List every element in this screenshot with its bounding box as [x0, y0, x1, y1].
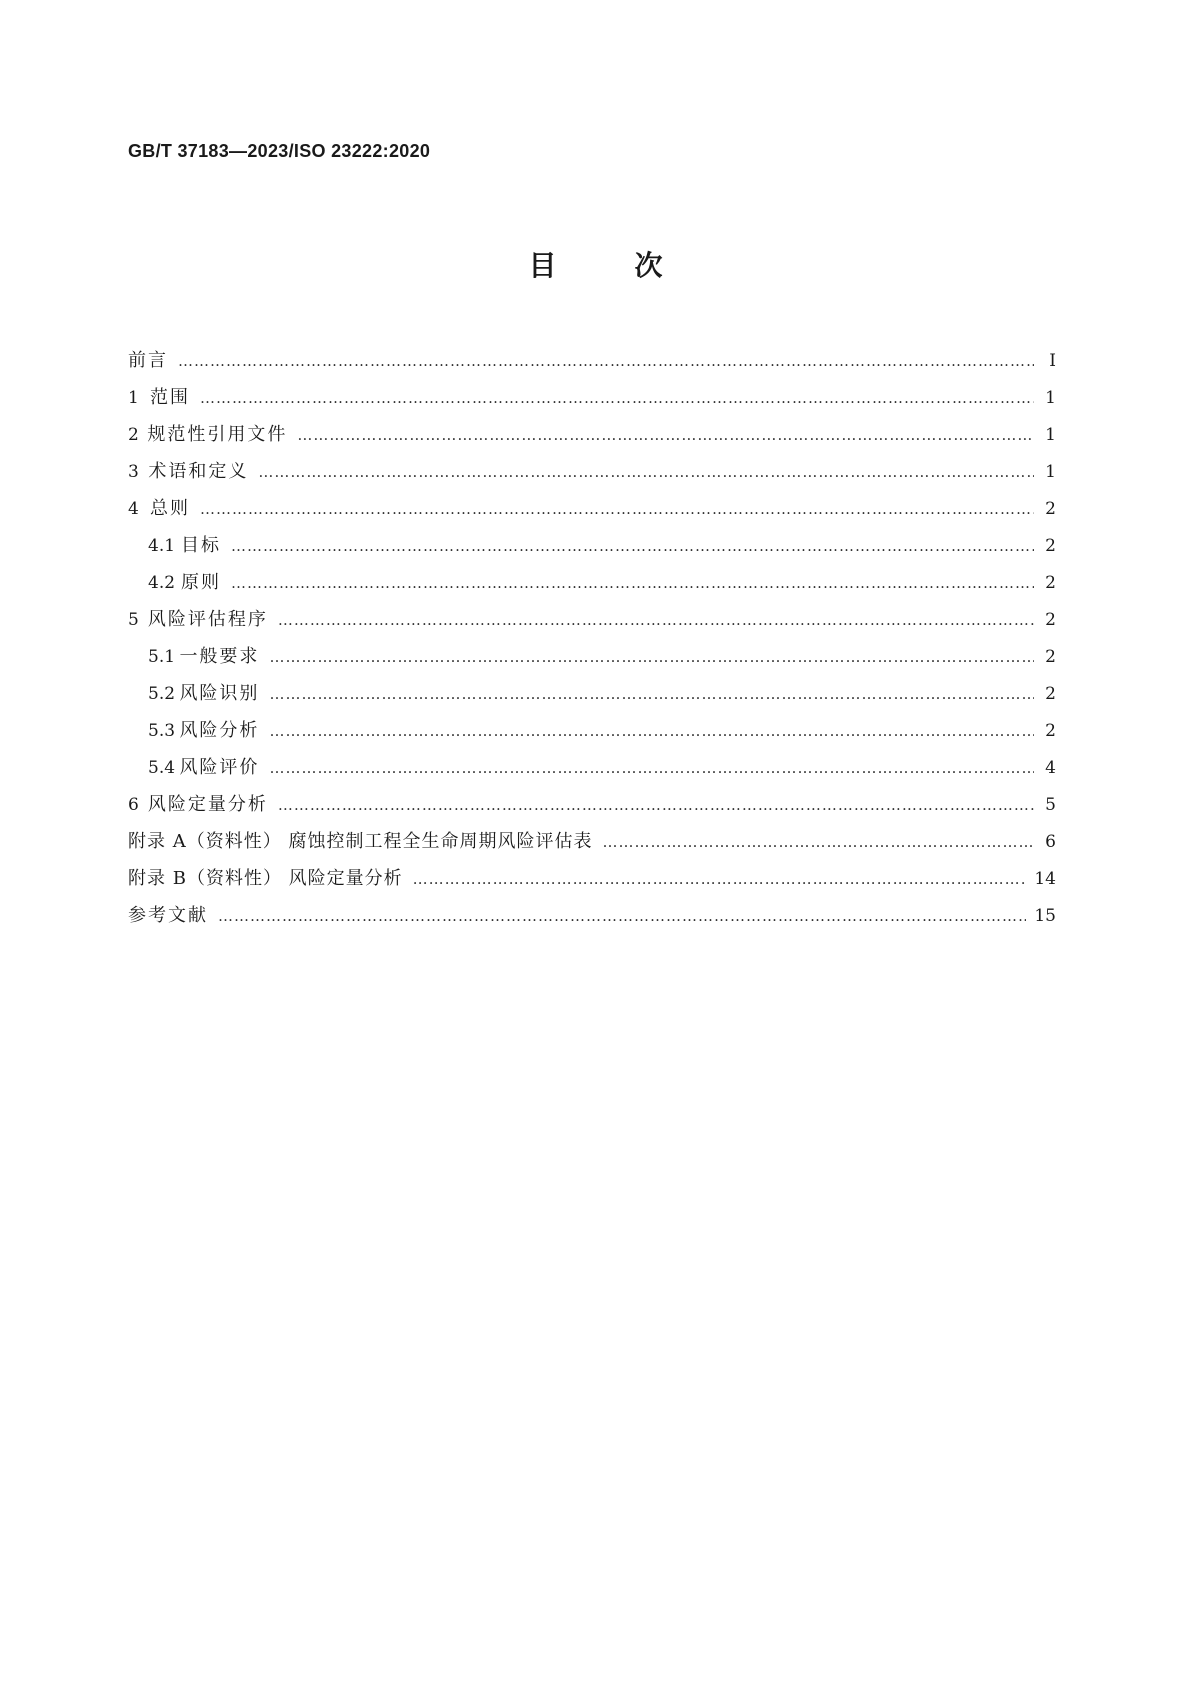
toc-entry-title: 规范性引用文件: [147, 424, 288, 445]
toc-entry-page: 2: [1045, 721, 1056, 741]
toc-leader-dots: [278, 611, 1034, 629]
toc-entry-4[interactable]: [128, 494, 1056, 531]
toc-entry-number: 5.1: [148, 647, 176, 667]
toc-entry-number: 4: [128, 499, 139, 519]
toc-entry-number: 5.3: [148, 721, 176, 741]
toc-entry-title: 一般要求: [179, 646, 260, 667]
toc-entry-title: 术语和定义: [148, 461, 249, 482]
toc-entry-title: 前言: [128, 350, 168, 371]
toc-entry-2[interactable]: [128, 420, 1056, 457]
toc-entry-page: Ⅰ: [1049, 351, 1056, 371]
toc-leader-dots: [178, 352, 1034, 370]
toc-entry-5-4[interactable]: [128, 753, 1056, 790]
toc-entry-5-1[interactable]: [128, 642, 1056, 679]
toc-entry-number: 5: [128, 610, 139, 630]
toc-entry-title: 原则: [181, 572, 222, 593]
toc-entry-title: 附录 B（资料性） 风险定量分析: [128, 868, 403, 889]
toc-entry-page: 6: [1045, 832, 1056, 852]
toc-leader-dots: [231, 537, 1034, 555]
toc-leader-dots: [200, 389, 1034, 407]
toc-entry-number: 2: [128, 425, 139, 445]
toc-entry-number: 5.4: [148, 758, 176, 778]
table-of-contents: [128, 346, 1056, 938]
toc-entry-page: 2: [1045, 610, 1056, 630]
toc-entry-title: 范围: [149, 387, 190, 408]
standard-code: GB/T 37183—2023/ISO 23222:2020: [128, 141, 431, 161]
toc-entry-title: 风险识别: [179, 683, 260, 704]
toc-entry-number: 4.2: [148, 573, 176, 593]
toc-entry-6[interactable]: [128, 790, 1056, 827]
toc-entry-page: 1: [1045, 388, 1056, 408]
toc-leader-dots: [269, 722, 1034, 740]
toc-entry-5[interactable]: [128, 605, 1056, 642]
toc-leader-dots: [258, 463, 1034, 481]
toc-entry-page: 4: [1045, 758, 1056, 778]
toc-entry-foreword[interactable]: [128, 346, 1056, 383]
toc-entry-page: 2: [1045, 573, 1056, 593]
toc-entry-page: 5: [1045, 795, 1056, 815]
toc-entry-page: 2: [1045, 499, 1056, 519]
toc-entry-page: 15: [1034, 906, 1056, 926]
toc-leader-dots: [200, 500, 1034, 518]
toc-entry-number: 6: [128, 795, 139, 815]
toc-entry-1[interactable]: [128, 383, 1056, 420]
toc-heading-part2: 次: [634, 249, 663, 282]
toc-leader-dots: [602, 833, 1034, 851]
toc-entry-3[interactable]: [128, 457, 1056, 494]
toc-entry-title: 目标: [181, 535, 222, 556]
toc-entry-4-2[interactable]: [128, 568, 1056, 605]
toc-entry-page: 1: [1045, 425, 1056, 445]
toc-leader-dots: [413, 870, 1027, 888]
toc-entry-page: 14: [1034, 869, 1056, 889]
toc-entry-page: 2: [1045, 684, 1056, 704]
toc-entry-page: 2: [1045, 647, 1056, 667]
toc-entry-number: 3: [128, 462, 139, 482]
toc-entry-5-2[interactable]: [128, 679, 1056, 716]
toc-heading: [0, 244, 1191, 284]
toc-entry-number: 4.1: [148, 536, 176, 556]
toc-entry-title: 附录 A（资料性） 腐蚀控制工程全生命周期风险评估表: [128, 831, 593, 852]
toc-entry-page: 2: [1045, 536, 1056, 556]
toc-entry-title: 总则: [149, 498, 190, 519]
toc-entry-4-1[interactable]: [128, 531, 1056, 568]
toc-leader-dots: [231, 574, 1034, 592]
toc-leader-dots: [269, 685, 1034, 703]
toc-entry-bibliography[interactable]: [128, 901, 1056, 938]
toc-leader-dots: [269, 759, 1034, 777]
toc-entry-appendix-a[interactable]: [128, 827, 1056, 864]
toc-entry-5-3[interactable]: [128, 716, 1056, 753]
toc-entry-title: 风险分析: [179, 720, 260, 741]
toc-leader-dots: [278, 796, 1034, 814]
toc-leader-dots: [269, 648, 1034, 666]
toc-entry-title: 风险评价: [179, 757, 260, 778]
toc-entry-number: 5.2: [148, 684, 176, 704]
toc-leader-dots: [297, 426, 1034, 444]
toc-entry-page: 1: [1045, 462, 1056, 482]
toc-entry-appendix-b[interactable]: [128, 864, 1056, 901]
toc-entry-number: 1: [128, 388, 139, 408]
toc-entry-title: 风险评估程序: [147, 609, 268, 630]
toc-entry-title: 风险定量分析: [147, 794, 268, 815]
toc-entry-title: 参考文献: [128, 905, 208, 926]
toc-leader-dots: [218, 907, 1026, 925]
toc-heading-part1: 目: [528, 249, 557, 282]
